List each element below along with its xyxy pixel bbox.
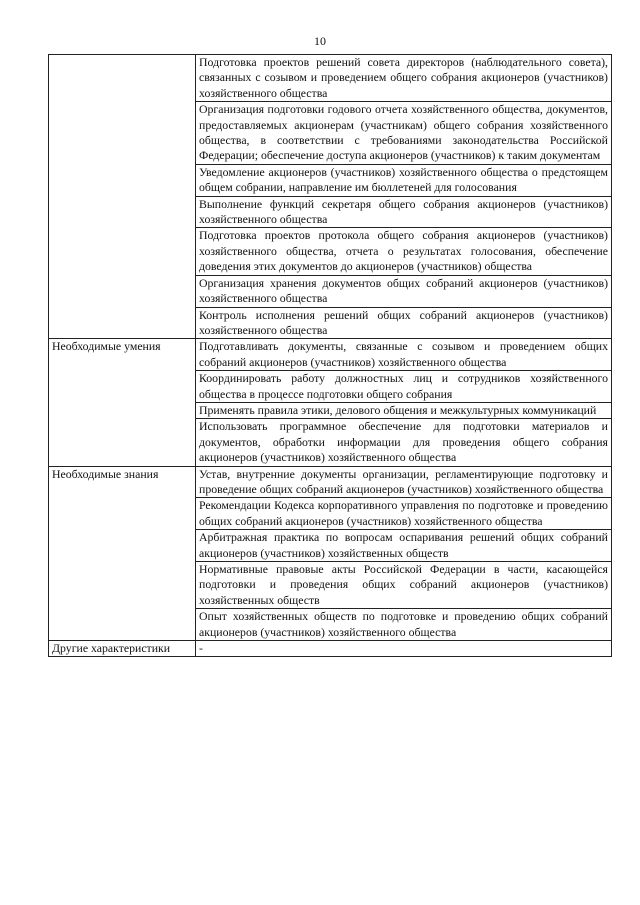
section-item: Арбитражная практика по вопросам оспаривания решений общих собраний акционеров (участников) хозяйственных обществ bbox=[196, 530, 612, 562]
table-row bbox=[49, 641, 612, 657]
section-item: Выполнение функций секретаря общего собрания акционеров (участников) хозяйственного общества bbox=[196, 196, 612, 228]
section-item: - bbox=[196, 641, 612, 657]
section-label-job-duties bbox=[49, 55, 196, 339]
section-item: Уведомление акционеров (участников) хозяйственного общества о предстоящем общем собрании, направление им бюллетеней для голосования bbox=[196, 164, 612, 196]
section-item: Подготовка проектов решений совета директоров (наблюдательного совета), связанных с созывом и проведением общего собрания акционеров (участников) хозяйственного общества bbox=[196, 55, 612, 102]
table-row bbox=[49, 339, 612, 371]
table-row bbox=[49, 55, 612, 102]
section-item: Подготовка проектов протокола общего собрания акционеров (участников) хозяйственного общества, отчета о результатах голосования, обеспечение доведения этих документов до акционеров (участников) общества bbox=[196, 228, 612, 275]
characteristics-table bbox=[48, 54, 612, 657]
section-label-required-knowledge: Необходимые знания bbox=[49, 466, 196, 640]
section-item: Организация хранения документов общих собраний акционеров (участников) хозяйственного общества bbox=[196, 275, 612, 307]
section-item: Координировать работу должностных лиц и сотрудников хозяйственного общества в процессе подготовки общего собрания bbox=[196, 371, 612, 403]
section-item: Опыт хозяйственных обществ по подготовке и проведению общих собраний акционеров (участников) хозяйственного общества bbox=[196, 609, 612, 641]
section-item: Использовать программное обеспечение для подготовки материалов и документов, обработки информации для проведения общего собрания акционеров (участников) хозяйственного общества bbox=[196, 419, 612, 466]
section-label-other-characteristics: Другие характеристики bbox=[49, 641, 196, 657]
section-item: Рекомендации Кодекса корпоративного управления по подготовке и проведению общих собраний акционеров (участников) хозяйственного общества bbox=[196, 498, 612, 530]
page-number: 10 bbox=[314, 34, 326, 48]
section-item: Организация подготовки годового отчета хозяйственного общества, документов, предоставляемых акционерам (участникам) общего собрания хозяйственного общества, в соответствии с требованиями законодательства Российской Федерации; обеспечение доступа акционеров (участников) к таким документам bbox=[196, 102, 612, 165]
section-item: Устав, внутренние документы организации, регламентирующие подготовку и проведение общих собраний акционеров (участников) хозяйственного общества bbox=[196, 466, 612, 498]
section-label-required-skills: Необходимые умения bbox=[49, 339, 196, 466]
section-item: Контроль исполнения решений общих собраний акционеров (участников) хозяйственного общества bbox=[196, 307, 612, 339]
section-item: Применять правила этики, делового общения и межкультурных коммуникаций bbox=[196, 402, 612, 418]
table-body bbox=[49, 55, 612, 657]
section-item: Нормативные правовые акты Российской Федерации в части, касающейся подготовки и проведения общих собраний акционеров (участников) хозяйственных обществ bbox=[196, 562, 612, 609]
table-row bbox=[49, 466, 612, 498]
section-item: Подготавливать документы, связанные с созывом и проведением общих собраний акционеров (участников) хозяйственного общества bbox=[196, 339, 612, 371]
